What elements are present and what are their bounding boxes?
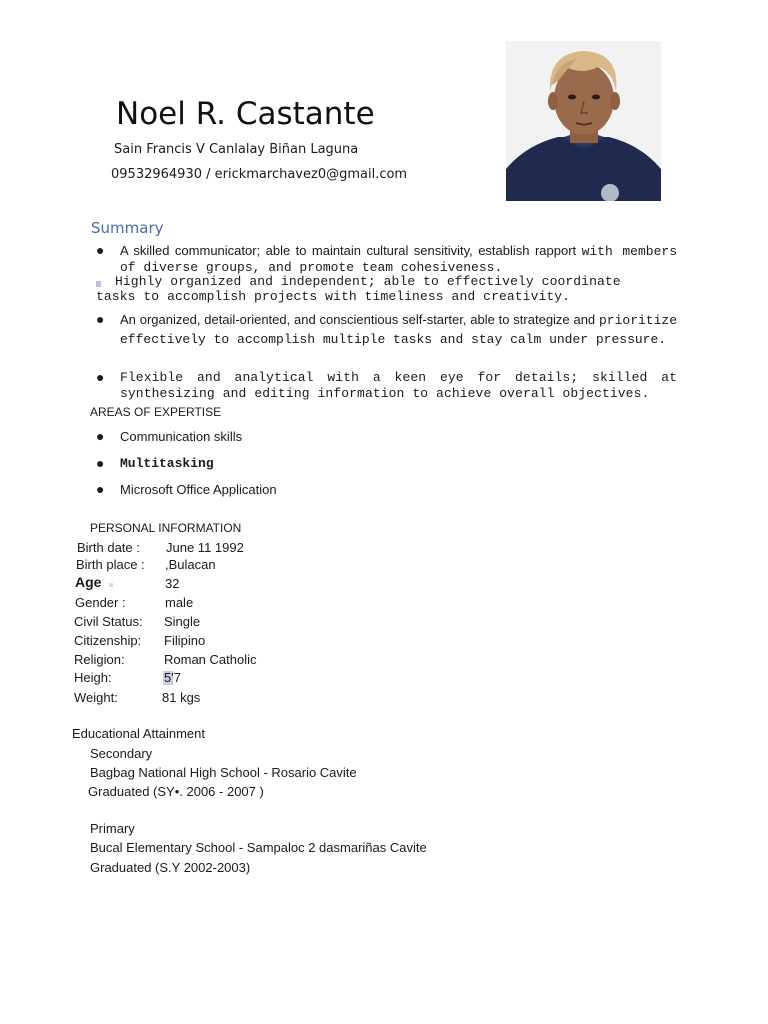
education-secondary-years: Graduated (SY•. 2006 - 2007 ) — [88, 784, 264, 799]
education-heading: Educational Attainment — [72, 726, 205, 741]
bullet-icon: ● — [96, 242, 105, 258]
education-primary-level: Primary — [90, 821, 135, 836]
bullet-icon: ● — [96, 369, 105, 385]
education-primary-years: Graduated (S.Y 2002-2003) — [90, 860, 251, 875]
religion-label: Religion: — [74, 652, 125, 667]
summary-heading: Summary — [91, 219, 164, 237]
summary-item-3-lead: An organized, detail-oriented, and conscientious self-starter, able to strategize and — [120, 312, 599, 327]
summary-item-1-lead: A skilled communicator; able to maintain cultural sensitivity, establish rapport — [120, 243, 582, 258]
summary-item-3 — [120, 311, 677, 349]
education-secondary-school: Bagbag National High School - Rosario Cavite — [90, 765, 357, 780]
summary-item-2-line-1: Highly organized and independent; able to effectively coordinate — [115, 274, 621, 289]
summary-item-3-rest: prioritize effectively to accomplish multiple tasks and stay calm under pressure. — [120, 313, 677, 347]
summary-item-2 — [96, 274, 677, 304]
summary-item-1-rest: with members of diverse groups, and promote team cohesiveness. — [120, 244, 677, 275]
birth-place-label: Birth place : — [76, 557, 145, 572]
religion-value: Roman Catholic — [164, 652, 257, 667]
age-label: Age — [75, 574, 102, 590]
birth-place-value: ,Bulacan — [165, 557, 216, 572]
education-primary-school: Bucal Elementary School - Sampaloc 2 dasmariñas Cavite — [90, 840, 427, 855]
height-value: 5'7 — [164, 670, 181, 685]
person-portrait-icon — [506, 41, 661, 201]
contact-line: 09532964930 / erickmarchavez0@gmail.com — [111, 167, 408, 182]
bullet-icon: ● — [96, 481, 105, 497]
education-secondary-level: Secondary — [90, 746, 153, 761]
age-value: 32 — [165, 576, 180, 591]
bullet-icon: ● — [96, 311, 105, 327]
expertise-item: Microsoft Office Application — [120, 482, 277, 497]
weight-label: Weight: — [74, 690, 118, 705]
personal-info-heading: PERSONAL INFORMATION — [90, 521, 242, 535]
gender-label: Gender : — [75, 595, 126, 610]
birth-date-value: June 11 1992 — [166, 540, 244, 555]
gender-value: male — [165, 595, 194, 610]
civil-status-label: Civil Status: — [74, 614, 143, 629]
summary-item-1 — [120, 243, 677, 275]
summary-item-4: Flexible and analytical with a keen eye for details; skilled at synthesizing and editing information to achieve overall objectives. — [120, 370, 677, 401]
bullet-icon: ● — [96, 428, 105, 444]
address-line: Sain Francis V Canlalay Biñan Laguna — [114, 142, 359, 157]
age-marker-icon — [109, 583, 113, 587]
profile-photo — [506, 41, 661, 201]
weight-value: 81 kgs — [162, 690, 201, 705]
summary-item-2-line-2: tasks to accomplish projects with timeliness and creativity. — [96, 289, 571, 304]
citizenship-value: Filipino — [164, 633, 206, 648]
bullet-icon: ● — [96, 455, 105, 471]
expertise-item: Multitasking — [120, 456, 214, 471]
resume-name: Noel R. Castante — [116, 96, 375, 132]
civil-status-value: Single — [164, 614, 201, 629]
expertise-item: Communication skills — [120, 429, 243, 444]
birth-date-label: Birth date : — [77, 540, 140, 555]
height-label: Heigh: — [74, 670, 112, 685]
citizenship-label: Citizenship: — [74, 633, 142, 648]
expertise-heading: AREAS OF EXPERTISE — [90, 405, 222, 419]
